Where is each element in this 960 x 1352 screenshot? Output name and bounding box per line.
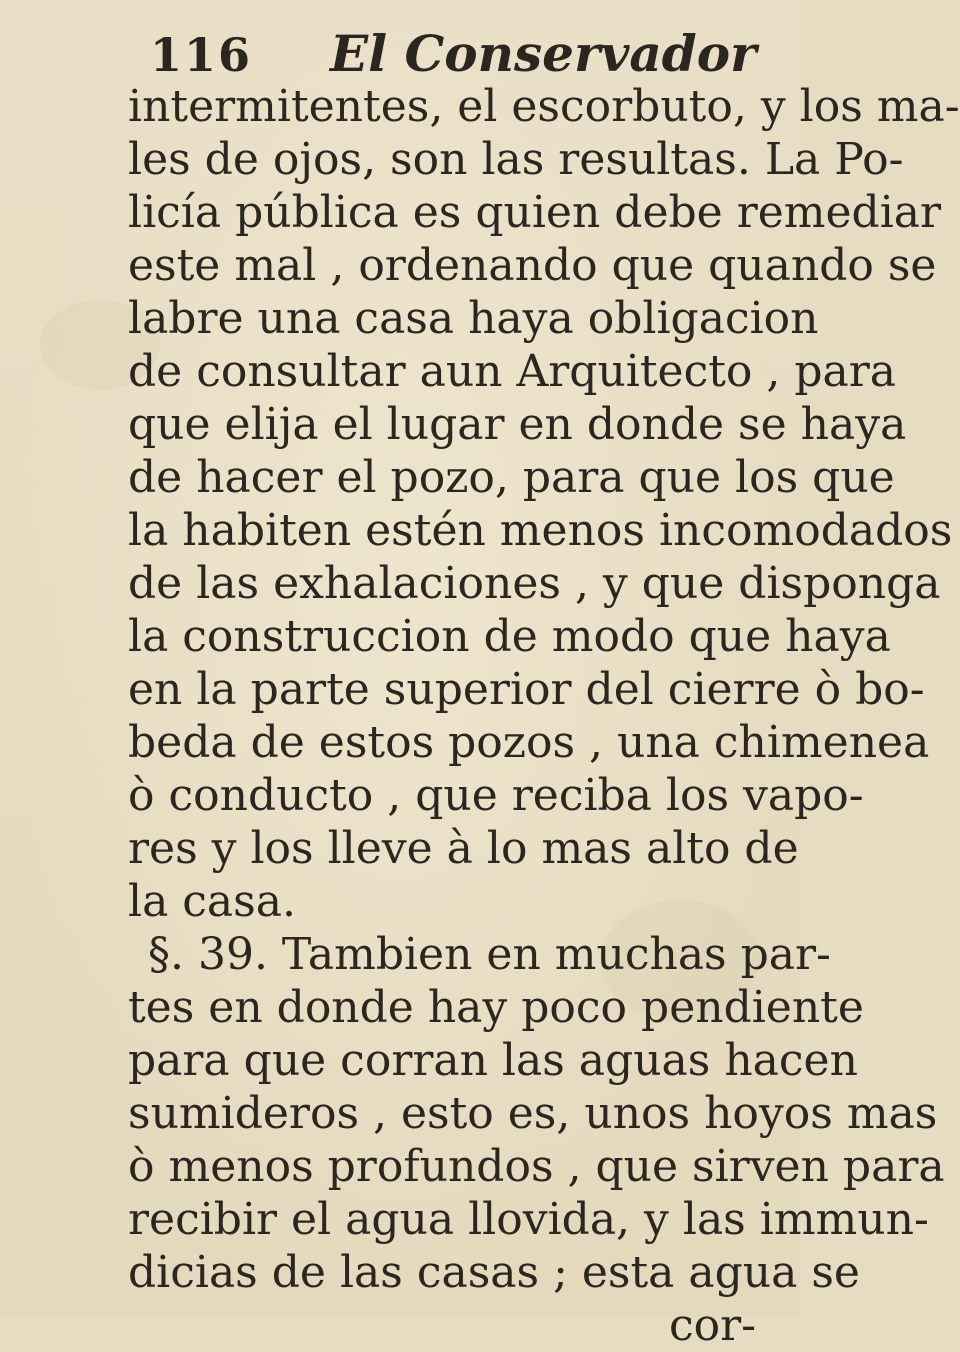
text-line: les de ojos, son las resultas. La Po-	[128, 134, 904, 185]
text-line-paragraph-end: la casa.	[128, 876, 296, 927]
text-line: intermitentes, el escorbuto, y los ma-	[128, 81, 960, 132]
text-line: licía pública es quien debe remediar	[128, 187, 942, 238]
text-line: este mal , ordenando que quando se	[128, 240, 937, 291]
body-text	[128, 80, 960, 1352]
text-line: res y los lleve à lo mas alto de	[128, 823, 799, 874]
text-line-section-start: §. 39. Tambien en muchas par-	[148, 929, 831, 980]
text-line: que elija el lugar en donde se haya	[128, 399, 907, 450]
text-line: la construccion de modo que haya	[128, 611, 891, 662]
running-title: El Conservador	[330, 24, 757, 83]
text-line: ò menos profundos , que sirven para	[128, 1141, 945, 1192]
page-header	[0, 12, 800, 84]
text-line: labre una casa haya obligacion	[128, 293, 819, 344]
text-line: en la parte superior del cierre ò bo-	[128, 664, 925, 715]
text-line: tes en donde hay poco pendiente	[128, 982, 864, 1033]
page-number: 116	[150, 28, 253, 82]
text-line: de hacer el pozo, para que los que	[128, 452, 895, 503]
text-line: dicias de las casas ; esta agua se	[128, 1247, 860, 1298]
text-line: beda de estos pozos , una chimenea	[128, 717, 930, 768]
text-line: ò conducto , que reciba los vapo-	[128, 770, 864, 821]
text-line: para que corran las aguas hacen	[128, 1035, 858, 1086]
text-line: la habiten estén menos incomodados	[128, 505, 953, 556]
text-line: de consultar aun Arquitecto , para	[128, 346, 897, 397]
catchword: cor-	[668, 1300, 756, 1351]
text-line: de las exhalaciones , y que disponga	[128, 558, 941, 609]
text-line: sumideros , esto es, unos hoyos mas	[128, 1088, 938, 1139]
text-line: recibir el agua llovida, y las immun-	[128, 1194, 929, 1245]
